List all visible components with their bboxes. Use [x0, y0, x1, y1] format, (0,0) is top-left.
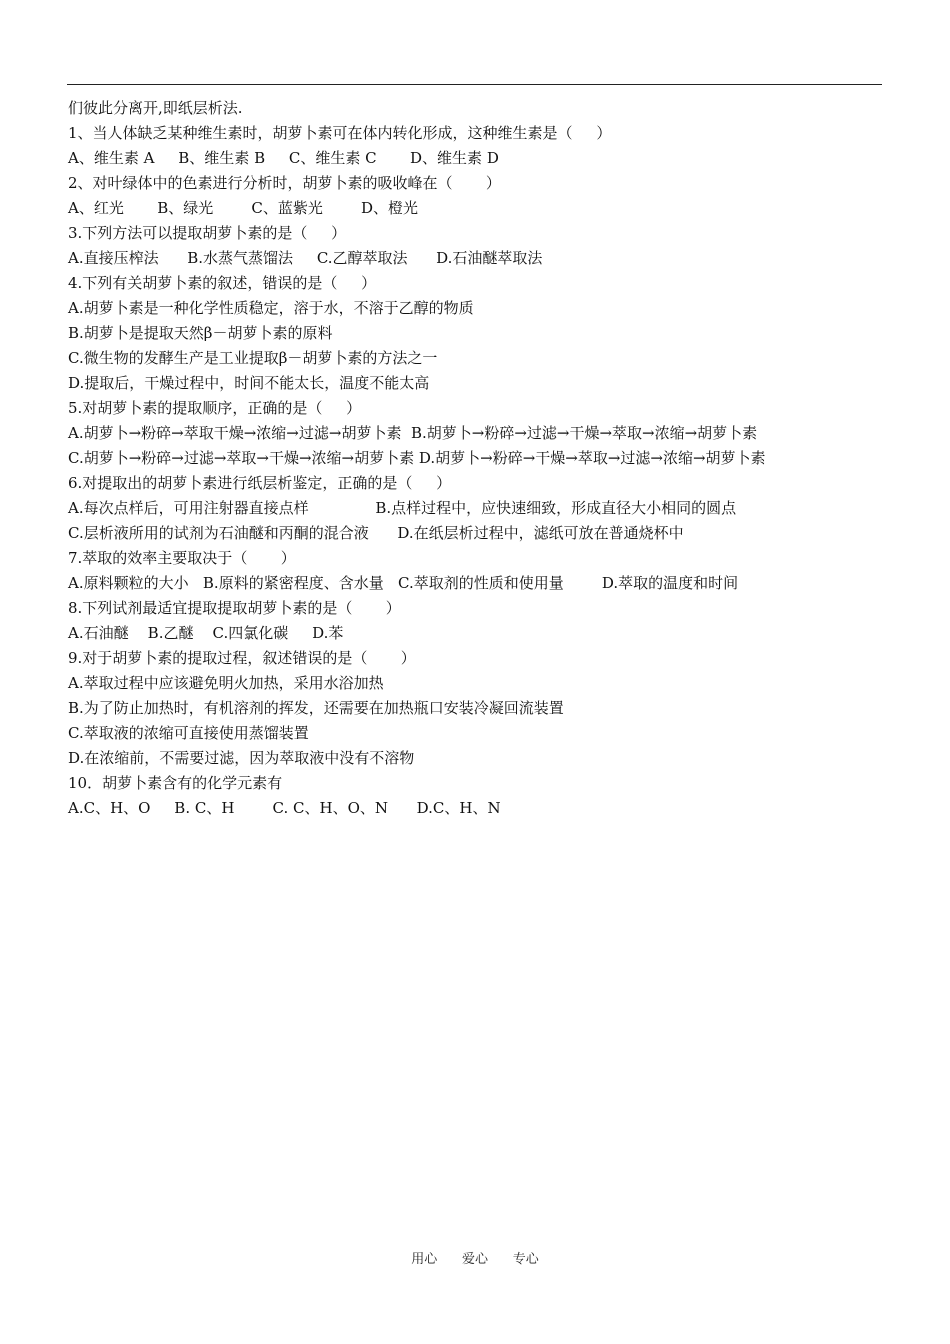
question-1: 1、当人体缺乏某种维生素时，胡萝卜素可在体内转化形成，这种维生素是（ ） — [68, 124, 612, 142]
question-2: 2、对叶绿体中的色素进行分析时，胡萝卜素的吸收峰在（ ） — [68, 174, 501, 192]
question-9-option-d: D.在浓缩前，不需要过滤，因为萃取液中没有不溶物 — [68, 749, 415, 767]
question-4-option-a: A.胡萝卜素是一种化学性质稳定，溶于水，不溶于乙醇的物质 — [68, 299, 474, 317]
question-9-option-c: C.萃取液的浓缩可直接使用蒸馏装置 — [68, 724, 309, 742]
question-8-options: A.石油醚 B.乙醚 C.四氯化碳 D.苯 — [68, 624, 344, 642]
question-3-options: A.直接压榨法 B.水蒸气蒸馏法 C.乙醇萃取法 D.石油醚萃取法 — [68, 249, 543, 267]
text-line: 们彼此分离开,即纸层析法. — [68, 99, 243, 117]
question-5: 5.对胡萝卜素的提取顺序，正确的是（ ） — [68, 399, 362, 417]
document-body — [68, 96, 898, 821]
header-rule — [67, 84, 882, 85]
question-1-options: A、维生素 A B、维生素 B C、维生素 C D、维生素 D — [68, 149, 499, 167]
question-6: 6.对提取出的胡萝卜素进行纸层析鉴定，正确的是（ ） — [68, 474, 452, 492]
question-7-options: A.原料颗粒的大小 B.原料的紧密程度、含水量 C.萃取剂的性质和使用量 D.萃取的温度和时间 — [68, 574, 739, 592]
question-3: 3.下列方法可以提取胡萝卜素的是（ ） — [68, 224, 347, 242]
question-10: 10．胡萝卜素含有的化学元素有 — [68, 774, 283, 792]
question-8: 8.下列试剂最适宜提取提取胡萝卜素的是（ ） — [68, 599, 401, 617]
question-9-option-b: B.为了防止加热时，有机溶剂的挥发，还需要在加热瓶口安装冷凝回流装置 — [68, 699, 564, 717]
question-6-options-cd: C.层析液所用的试剂为石油醚和丙酮的混合液 D.在纸层析过程中，滤纸可放在普通烧杯中 — [68, 524, 684, 542]
question-4-option-c: C.微生物的发酵生产是工业提取β－胡萝卜素的方法之一 — [68, 349, 438, 367]
question-4-option-b: B.胡萝卜是提取天然β－胡萝卜素的原料 — [68, 324, 333, 342]
question-4-option-d: D.提取后，干燥过程中，时间不能太长，温度不能太高 — [68, 374, 430, 392]
question-5-options-cd: C.胡萝卜→粉碎→过滤→萃取→干燥→浓缩→胡萝卜素 D.胡萝卜→粉碎→干燥→萃取→过滤→浓缩→胡萝卜素 — [68, 449, 766, 467]
page-footer: 用心 爱心 专心 — [411, 1252, 539, 1267]
question-9-option-a: A.萃取过程中应该避免明火加热，采用水浴加热 — [68, 674, 384, 692]
question-4: 4.下列有关胡萝卜素的叙述，错误的是（ ） — [68, 274, 377, 292]
question-7: 7.萃取的效率主要取决于（ ） — [68, 549, 296, 567]
question-5-options-ab: A.胡萝卜→粉碎→萃取干燥→浓缩→过滤→胡萝卜素 B.胡萝卜→粉碎→过滤→干燥→萃取→浓缩→胡萝卜素 — [68, 424, 758, 442]
question-10-options: A.C、H、O B. C、H C. C、H、O、N D.C、H、N — [68, 799, 501, 817]
question-6-options-ab: A.每次点样后，可用注射器直接点样 B.点样过程中，应快速细致，形成直径大小相同的圆点 — [68, 499, 737, 517]
question-9: 9.对于胡萝卜素的提取过程，叙述错误的是（ ） — [68, 649, 416, 667]
question-2-options: A、红光 B、绿光 C、蓝紫光 D、橙光 — [68, 199, 419, 217]
